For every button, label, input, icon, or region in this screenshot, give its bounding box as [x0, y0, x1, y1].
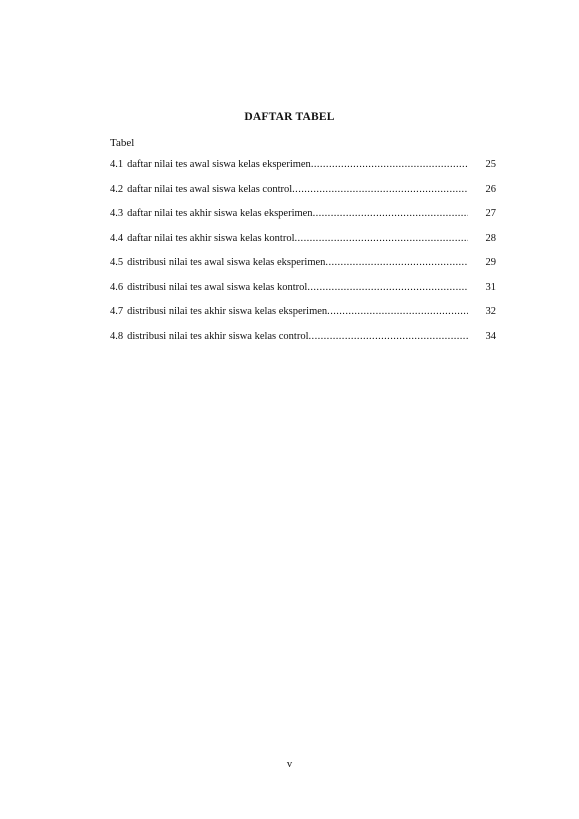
toc-entry-number: 4.5	[110, 257, 124, 268]
toc-entry-number: 4.7	[110, 306, 124, 317]
toc-entry-title: distribusi nilai tes awal siswa kelas kontrol	[127, 281, 308, 293]
toc-entry-page: 29	[485, 257, 496, 268]
dot-leader	[307, 282, 468, 293]
toc-entry	[110, 331, 496, 356]
dot-leader	[325, 257, 468, 268]
toc-entry-number: 4.4	[110, 232, 124, 244]
toc-entry	[110, 159, 496, 184]
toc-entry-page: 26	[485, 183, 496, 195]
toc-entry-page: 27	[485, 208, 496, 219]
dot-leader	[295, 233, 469, 244]
toc-entry	[110, 184, 496, 209]
toc-entry-title: daftar nilai tes awal siswa kelas eksperimen	[127, 159, 311, 170]
toc-entry-title: distribusi nilai tes akhir siswa kelas control	[127, 330, 309, 342]
section-label: Tabel	[110, 137, 135, 149]
toc-entry-title: daftar nilai tes akhir siswa kelas kontrol	[127, 232, 295, 244]
toc-entry-number: 4.2	[110, 183, 124, 195]
toc-entry-number: 4.8	[110, 330, 124, 342]
toc-entry-page: 25	[485, 159, 496, 170]
toc-entry-title: distribusi nilai tes akhir siswa kelas eksperimen	[127, 306, 328, 317]
toc-entry-page: 28	[485, 232, 496, 244]
toc-entry-number: 4.6	[110, 281, 124, 293]
toc-entry-page: 34	[485, 330, 496, 342]
toc-entry-page: 32	[485, 306, 496, 317]
toc-entry-number: 4.3	[110, 208, 124, 219]
toc-entry-page: 31	[485, 281, 496, 293]
toc-entry	[110, 208, 496, 233]
toc-entry	[110, 257, 496, 282]
dot-leader	[327, 306, 468, 317]
toc-entry-title: daftar nilai tes akhir siswa kelas eksperimen	[127, 208, 313, 219]
dot-leader	[313, 208, 468, 219]
toc-entry-title: daftar nilai tes awal siswa kelas control	[127, 183, 293, 195]
page-number: v	[286, 759, 293, 770]
dot-leader	[309, 331, 468, 342]
toc-entry-number: 4.1	[110, 159, 124, 170]
toc-entry	[110, 306, 496, 331]
dot-leader	[292, 184, 468, 195]
table-of-tables	[110, 159, 496, 355]
page-title: DAFTAR TABEL	[244, 111, 335, 123]
toc-entry	[110, 233, 496, 258]
toc-entry-title: distribusi nilai tes awal siswa kelas eksperimen	[127, 257, 326, 268]
toc-entry	[110, 282, 496, 307]
dot-leader	[311, 159, 468, 170]
